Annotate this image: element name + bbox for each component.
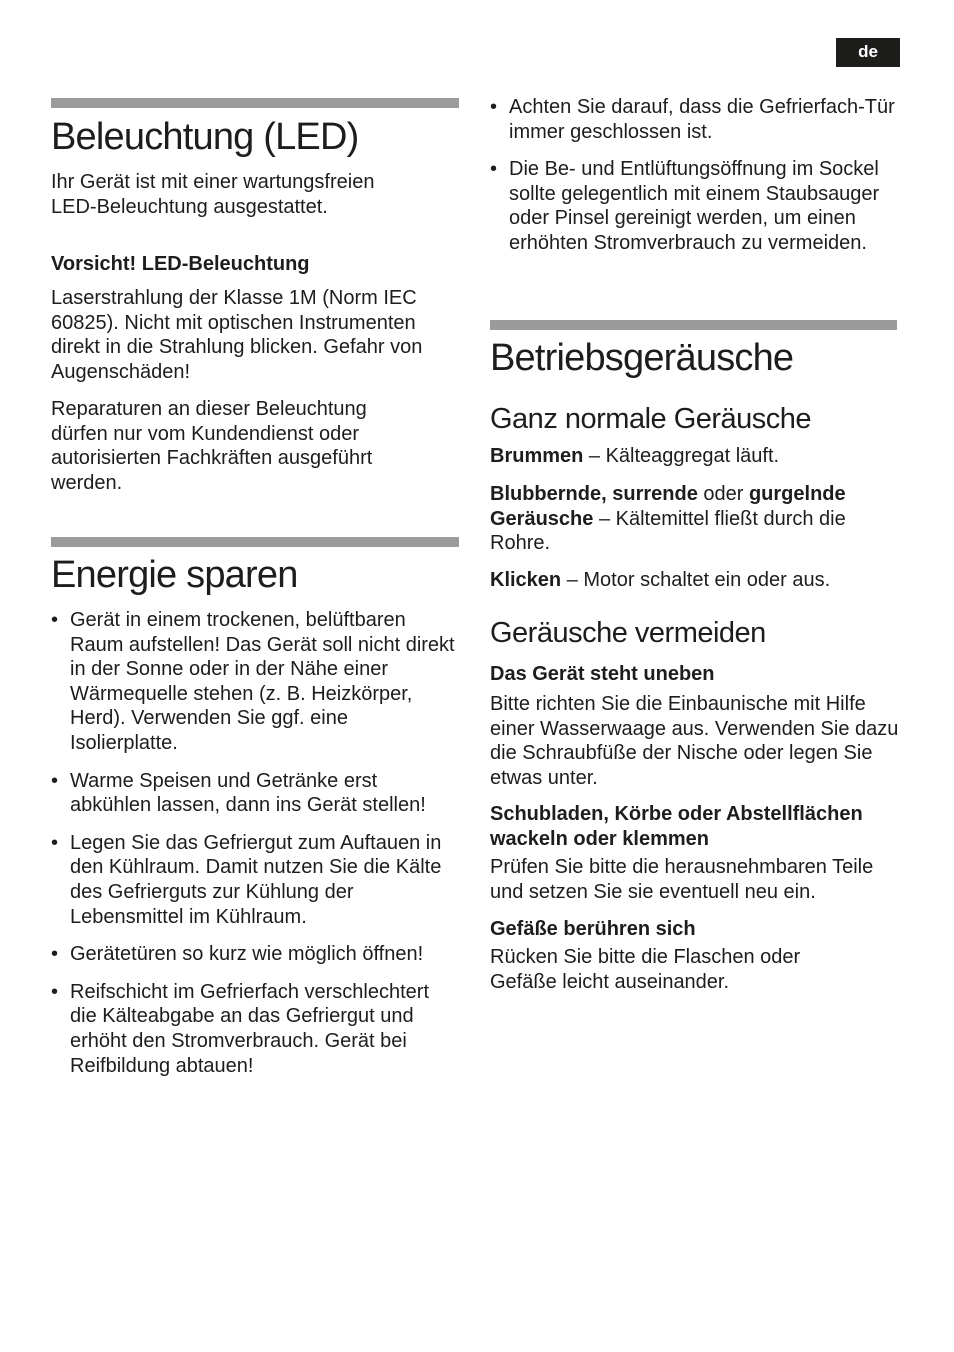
list-item: • Die Be- und Entlüftungsöffnung im Sockel sollte gelegentlich mit einem Staubsauger oder Pinsel gereinigt werden, um einen erhöhten Stromverbrauch zu vermeiden. bbox=[490, 157, 895, 255]
vessels-text: Rücken Sie bitte die Flaschen oder Gefäße leicht auseinander. bbox=[490, 946, 801, 993]
noise-title: Betriebsgeräusche bbox=[490, 337, 794, 379]
avoid-noise-title: Geräusche vermeiden bbox=[490, 617, 766, 649]
description: – Kältemittel fließt durch die Rohre. bbox=[490, 507, 846, 555]
energy-list bbox=[51, 608, 461, 1078]
energy-list-continued bbox=[490, 95, 895, 256]
led-title: Beleuchtung (LED) bbox=[51, 116, 359, 158]
section-rule bbox=[490, 320, 897, 330]
term: Klicken bbox=[490, 569, 562, 591]
term: Brummen bbox=[490, 445, 584, 467]
conjunction: oder bbox=[697, 483, 749, 505]
led-warning-text: Laserstrahlung der Klasse 1M (Norm IEC 60825). Nicht mit optischen Instrumenten direkt in die Strahlung blicken. Gefahr von Augenschäden! bbox=[51, 287, 423, 383]
list-item: • Gerät in einem trockenen, belüftbaren Raum aufstellen! Das Gerät soll nicht direkt in der Sonne oder in der Nähe einer Wärmequelle stehen (z. B. Heizkörper, Herd). Verwenden Sie ggf. eine Isolierplatte. bbox=[51, 608, 461, 756]
description: – Motor schaltet ein oder aus. bbox=[561, 569, 831, 591]
led-warning-title: Vorsicht! LED-Beleuchtung bbox=[51, 253, 310, 275]
drawers-text: Prüfen Sie bitte die herausnehmbaren Teile und setzen Sie sie eventuell neu ein. bbox=[490, 856, 874, 903]
list-item: • Gerätetüren so kurz wie möglich öffnen! bbox=[51, 942, 461, 967]
noise-blubber bbox=[490, 482, 895, 556]
list-item: • Warme Speisen und Getränke erst abkühlen lassen, dann ins Gerät stellen! bbox=[51, 769, 461, 818]
normal-noise-title: Ganz normale Geräusche bbox=[490, 403, 812, 435]
language-tag: de bbox=[836, 38, 900, 67]
term: gurgelnde Geräusche bbox=[490, 483, 846, 530]
section-rule bbox=[51, 537, 459, 547]
led-intro: Ihr Gerät ist mit einer wartungsfreien LED-Beleuchtung ausgestattet. bbox=[51, 171, 375, 218]
drawers-title: Schubladen, Körbe oder Abstellflächen wackeln oder klemmen bbox=[490, 803, 863, 850]
list-item: • Reifschicht im Gefrierfach verschlechtert die Kälteabgabe an das Gefriergut und erhöht den Stromverbrauch. Gerät bei Reifbildung abtauen! bbox=[51, 980, 461, 1078]
energy-title: Energie sparen bbox=[51, 554, 298, 596]
noise-klicken bbox=[490, 568, 900, 593]
section-rule bbox=[51, 98, 459, 108]
list-item: • Achten Sie darauf, dass die Gefrierfach-Tür immer geschlossen ist. bbox=[490, 95, 895, 144]
led-repair-text: Reparaturen an dieser Beleuchtung dürfen nur vom Kundendienst oder autorisierten Fachkräften ausgeführt werden. bbox=[51, 398, 373, 494]
list-item: • Legen Sie das Gefriergut zum Auftauen in den Kühlraum. Damit nutzen Sie die Kälte des Gefrierguts zur Kühlung der Lebensmittel im Kühlraum. bbox=[51, 831, 461, 929]
uneven-text: Bitte richten Sie die Einbaunische mit Hilfe einer Wasserwaage aus. Verwenden Sie dazu die Schraubfüße der Nische oder legen Sie etwas unter. bbox=[490, 693, 899, 789]
description: – Kälteaggregat läuft. bbox=[583, 445, 780, 467]
term: Blubbernde, surrende bbox=[490, 483, 698, 505]
vessels-title: Gefäße berühren sich bbox=[490, 918, 696, 940]
noise-brummen bbox=[490, 444, 900, 469]
uneven-title: Das Gerät steht uneben bbox=[490, 663, 715, 685]
